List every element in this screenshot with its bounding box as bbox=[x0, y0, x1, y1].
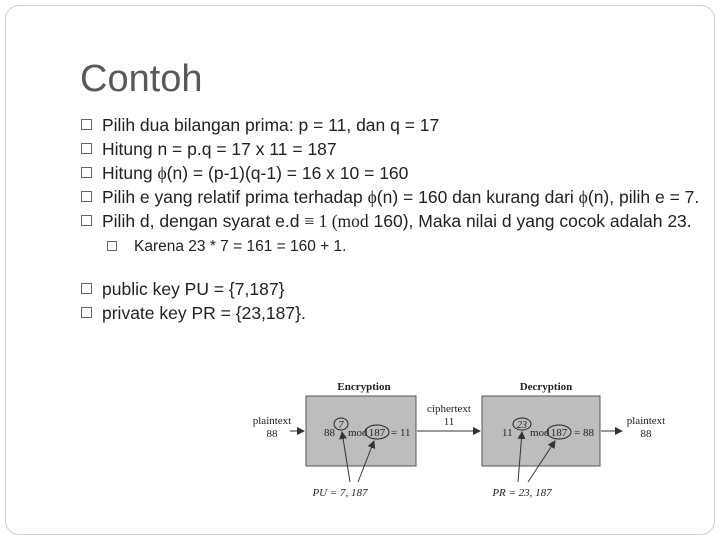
enc-result: = 11 bbox=[391, 427, 411, 439]
dec-modulus: 187 bbox=[550, 427, 568, 439]
bullet-box-icon bbox=[81, 143, 92, 154]
dec-mod: mod bbox=[530, 427, 550, 439]
encryption-label: Encryption bbox=[337, 381, 391, 393]
sub-bullet-text: Karena 23 * 7 = 161 = 160 + 1. bbox=[134, 238, 347, 255]
bullet-box-icon bbox=[81, 119, 92, 130]
public-key-text: public key PU = {7,187} bbox=[102, 279, 285, 299]
bullet-2 bbox=[80, 139, 700, 159]
bullet-box-icon bbox=[81, 307, 92, 318]
bullet-box-icon bbox=[81, 191, 92, 202]
dec-base: 11 bbox=[502, 427, 513, 439]
bullet-box-icon bbox=[81, 215, 92, 226]
bullet-box-icon bbox=[81, 167, 92, 178]
enc-mod: mod bbox=[348, 427, 368, 439]
out-plaintext-value: 88 bbox=[640, 428, 652, 440]
bullet-text-pre: Hitung bbox=[102, 163, 158, 183]
bullet-text-post: 160), Maka nilai d yang cocok adalah 23. bbox=[368, 211, 692, 231]
sub-bullet bbox=[106, 237, 700, 257]
bullet-private-key bbox=[80, 303, 700, 323]
dec-result: = 88 bbox=[574, 427, 594, 439]
bullet-text-post: (n), pilih e = 7. bbox=[587, 187, 700, 207]
phi-symbol: ϕ bbox=[157, 163, 167, 183]
rsa-diagram bbox=[246, 374, 672, 504]
pr-label: PR = 23, 187 bbox=[492, 487, 552, 499]
private-key-text: private key PR = {23,187}. bbox=[102, 303, 306, 323]
bullet-public-key bbox=[80, 279, 700, 299]
out-plaintext-label: plaintext bbox=[626, 415, 666, 427]
bullet-box-icon bbox=[107, 241, 117, 251]
enc-exp: 7 bbox=[338, 420, 344, 431]
bullet-box-icon bbox=[81, 283, 92, 294]
plaintext-value: 88 bbox=[266, 428, 278, 440]
dec-exp: 23 bbox=[517, 420, 527, 431]
enc-base: 88 bbox=[324, 427, 335, 439]
bullet-5 bbox=[80, 211, 700, 231]
bullet-list bbox=[80, 115, 700, 327]
slide-title: Contoh bbox=[80, 58, 203, 100]
bullet-text: Hitung n = p.q = 17 x 11 = 187 bbox=[102, 139, 337, 159]
phi-symbol: ϕ bbox=[367, 187, 377, 207]
enc-modulus: 187 bbox=[368, 427, 386, 439]
bullet-text: Pilih dua bilangan prima: p = 11, dan q = 17 bbox=[102, 115, 440, 135]
bullet-text-post: (n) = (p-1)(q-1) = 16 x 10 = 160 bbox=[166, 163, 409, 183]
bullet-1 bbox=[80, 115, 700, 135]
bullet-text-pre: Pilih d, dengan syarat e.d bbox=[102, 211, 305, 231]
congruence-formula: ≡ 1 (mod bbox=[304, 211, 369, 231]
pu-label: PU = 7, 187 bbox=[312, 487, 368, 499]
bullet-4 bbox=[80, 187, 700, 207]
decryption-label: Decryption bbox=[519, 381, 573, 393]
plaintext-label: plaintext bbox=[252, 415, 292, 427]
bullet-3 bbox=[80, 163, 700, 183]
phi-symbol-2: ϕ bbox=[578, 187, 588, 207]
bullet-text-mid: (n) = 160 dan kurang dari bbox=[376, 187, 579, 207]
bullet-text-pre: Pilih e yang relatif prima terhadap bbox=[102, 187, 368, 207]
ciphertext-label: ciphertext bbox=[427, 403, 471, 415]
ciphertext-value: 11 bbox=[443, 416, 455, 428]
